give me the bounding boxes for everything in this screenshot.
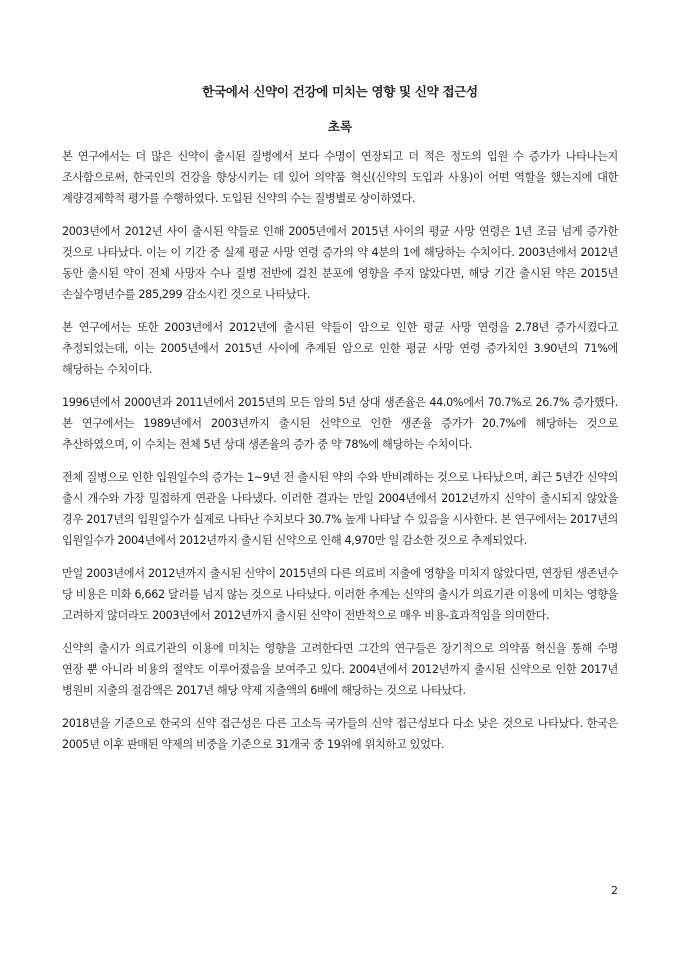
paragraph: 1996년에서 2000년과 2011년에서 2015년의 모든 암의 5년 상대 생존율은 44.0%에서 70.7%로 26.7% 증가했다. 본 연구에서는 1989년에서 2003년까지 출시된 신약으로 인한 생존율 증가가 20.7%에 해당하는 것으로 추산하였으며, 이 수치는 전체 5년 상대 생존율의 증가 중 약 78%에 해당하는 수치이다. — [62, 396, 618, 451]
paragraph: 본 연구에서는 또한 2003년에서 2012년에 출시된 약들이 암으로 인한 평균 사망 연령을 2.78년 증가시켰다고 추정되었는데, 이는 2005년에서 2015년 사이에 추계된 암으로 인한 평균 사망 연령 증가치인 3.90년의 71%에 해당하는 수치이다. — [62, 321, 618, 376]
paragraph: 본 연구에서는 더 많은 신약이 출시된 질병에서 보다 수명이 연장되고 더 적은 정도의 입원 수 증가가 나타나는지 조사함으로써, 한국인의 건강을 향상시키는 데 있어 의약품 혁신(신약의 도입과 사용)이 어떤 역할을 했는지에 대한 계량경제학적 평가를 수행하였다. 도입된 신약의 수는 질병별로 상이하였다. — [62, 150, 618, 205]
paragraph: 신약의 출시가 의료기관의 이용에 미치는 영향을 고려한다면 그간의 연구들은 장기적으로 의약품 혁신을 통해 수명 연장 뿐 아니라 비용의 절약도 이루어졌음을 보여주고 있다. 2004년에서 2012년까지 출시된 신약으로 인한 2017년 병원비 지출의 절감액은 2017년 해당 약제 지출액의 6배에 해당하는 것으로 나타났다. — [62, 642, 618, 697]
paragraph: 전체 질병으로 인한 입원일수의 증가는 1~9년 전 출시된 약의 수와 반비례하는 것으로 나타났으며, 최근 5년간 신약의 출시 개수와 가장 밀접하게 연관을 나타냈다. 이러한 결과는 만일 2004년에서 2012년까지 신약이 출시되지 않았을 경우 2017년의 입원일수가 실제로 나타난 수치보다 30.7% 높게 나타날 수 있음을 시사한다. 본 연구에서는 2017년의 입원일수가 2004년에서 2012년까지 출시된 신약으로 인해 4,970만 일 감소한 것으로 추계되었다. — [62, 471, 618, 547]
abstract-heading: 초록 — [327, 119, 353, 134]
paragraph: 2003년에서 2012년 사이 출시된 약들로 인해 2005년에서 2015년 사이의 평균 사망 연령은 1년 조금 넘게 증가한 것으로 나타났다. 이는 이 기간 중 실제 평균 사망 연령 증가의 약 4분의 1에 해당하는 수치이다. 2003년에서 2012년 동안 출시된 약이 전체 사망자 수나 질병 전반에 걸친 분포에 영향을 주지 않았다면, 해당 기간 출시된 약은 2015년 손실수명년수를 285,299 감소시킨 것으로 나타났다. — [62, 225, 618, 301]
paragraph: 만일 2003년에서 2012년까지 출시된 신약이 2015년의 다른 의료비 지출에 영향을 미치지 않았다면, 연장된 생존년수 당 비용은 미화 6,662 달러를 넘지 않는 것으로 나타났다. 이러한 추계는 신약의 출시가 의료기관 이용에 미치는 영향을 고려하지 않더라도 2003년에서 2012년까지 출시된 신약이 전반적으로 매우 비용-효과적임을 의미한다. — [62, 567, 618, 622]
abstract-body — [62, 146, 618, 767]
paragraph: 2018년을 기준으로 한국의 신약 접근성은 다른 고소득 국가들의 신약 접근성보다 다소 낮은 것으로 나타났다. 한국은 2005년 이후 판매된 약제의 비중을 기준으로 31개국 중 19위에 위치하고 있었다. — [62, 717, 618, 751]
page-number: 2 — [611, 884, 618, 897]
document-title: 한국에서 신약이 건강에 미치는 영향 및 신약 접근성 — [202, 84, 478, 99]
